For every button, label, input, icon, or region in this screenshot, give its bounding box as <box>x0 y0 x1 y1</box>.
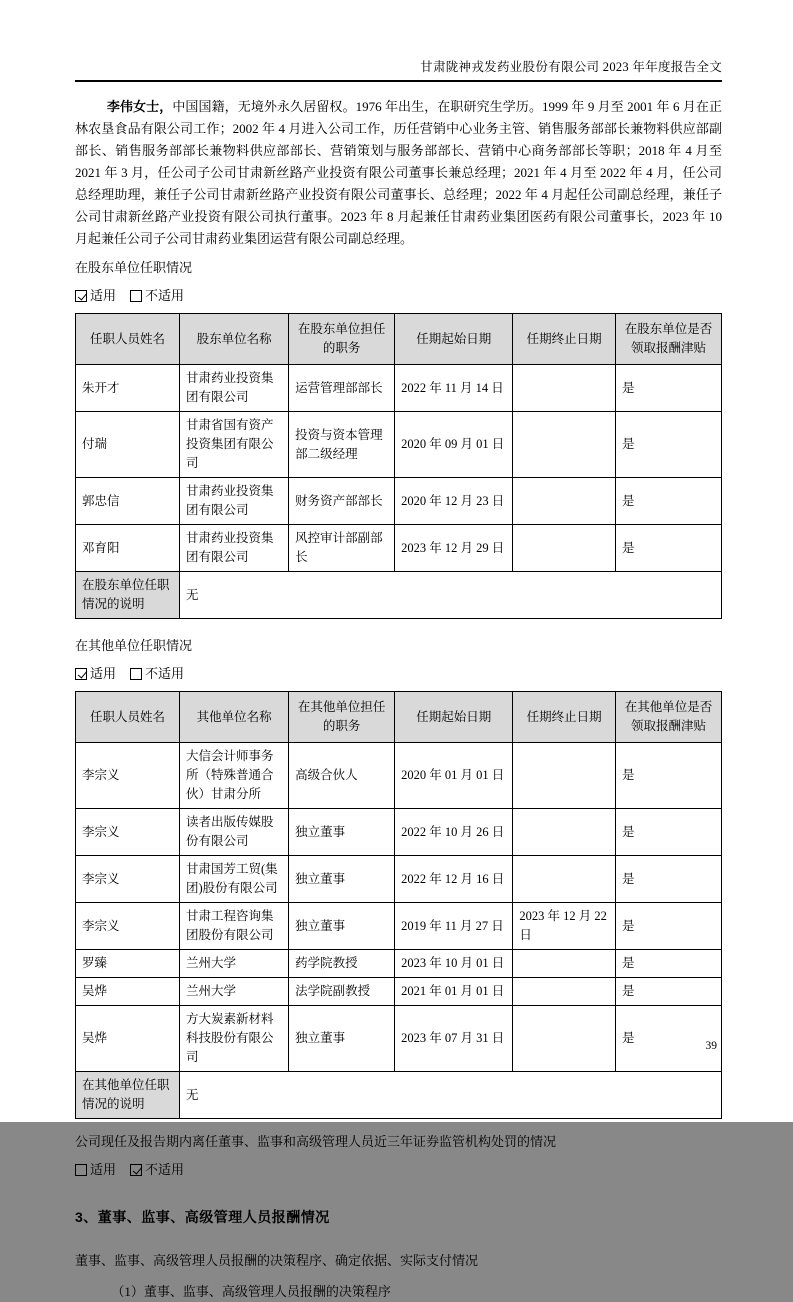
table-cell: 方大炭素新材料科技股份有限公司 <box>180 1006 289 1072</box>
footer-note-label: 在股东单位任职情况的说明 <box>76 572 180 619</box>
checkbox-checked-icon <box>75 290 87 302</box>
table-cell <box>513 809 616 856</box>
table-cell: 法学院副教授 <box>289 978 395 1006</box>
table-cell: 2021 年 01 月 01 日 <box>395 978 513 1006</box>
table-cell: 兰州大学 <box>180 978 289 1006</box>
table-cell: 2019 年 11 月 27 日 <box>395 903 513 950</box>
table-cell: 李宗义 <box>76 903 180 950</box>
table-cell: 独立董事 <box>289 856 395 903</box>
table-cell: 是 <box>616 365 722 412</box>
checkbox-unchecked-icon <box>130 668 142 680</box>
table-cell: 独立董事 <box>289 809 395 856</box>
table-cell: 投资与资本管理部二级经理 <box>289 412 395 478</box>
penalty-applicability-row <box>75 1160 722 1180</box>
table-cell: 2022 年 10 月 26 日 <box>395 809 513 856</box>
apply-label: 适用 <box>90 1162 117 1177</box>
column-header: 在股东单位担任的职务 <box>289 314 395 365</box>
table-cell: 李宗义 <box>76 743 180 809</box>
table-cell: 甘肃药业投资集团有限公司 <box>180 478 289 525</box>
not-apply-label: 不适用 <box>145 1162 185 1177</box>
table-cell: 是 <box>616 743 722 809</box>
table-row <box>76 978 722 1006</box>
table-cell: 甘肃国芳工贸(集团)股份有限公司 <box>180 856 289 903</box>
table-header-row <box>76 692 722 743</box>
table-cell: 兰州大学 <box>180 950 289 978</box>
table-cell: 是 <box>616 903 722 950</box>
table-cell: 是 <box>616 412 722 478</box>
column-header: 任职人员姓名 <box>76 314 180 365</box>
table-cell: 是 <box>616 950 722 978</box>
table-cell: 风控审计部副部长 <box>289 525 395 572</box>
shareholder-applicability-row <box>75 286 722 306</box>
apply-label: 适用 <box>90 288 117 303</box>
table-row <box>76 365 722 412</box>
table-cell <box>513 525 616 572</box>
table-row <box>76 903 722 950</box>
table-cell: 是 <box>616 809 722 856</box>
table-cell: 财务资产部部长 <box>289 478 395 525</box>
table-cell: 李宗义 <box>76 809 180 856</box>
table-cell: 付瑞 <box>76 412 180 478</box>
table-cell: 高级合伙人 <box>289 743 395 809</box>
column-header: 在其他单位是否领取报酬津贴 <box>616 692 722 743</box>
column-header: 任期起始日期 <box>395 314 513 365</box>
table-cell: 读者出版传媒股份有限公司 <box>180 809 289 856</box>
page-number: 39 <box>705 1040 717 1052</box>
table-cell: 独立董事 <box>289 903 395 950</box>
footer-note-label: 在其他单位任职情况的说明 <box>76 1072 180 1119</box>
not-apply-label: 不适用 <box>145 666 185 681</box>
checkbox-checked-icon <box>75 668 87 680</box>
table-cell: 郭忠信 <box>76 478 180 525</box>
table-cell: 2023 年 12 月 29 日 <box>395 525 513 572</box>
table-cell: 是 <box>616 856 722 903</box>
person-name: 李伟女士， <box>106 99 173 114</box>
table-footer-row <box>76 572 722 619</box>
column-header: 任期终止日期 <box>513 692 616 743</box>
table-cell: 2020 年 01 月 01 日 <box>395 743 513 809</box>
table-cell: 是 <box>616 978 722 1006</box>
table-cell <box>513 412 616 478</box>
table-cell: 罗臻 <box>76 950 180 978</box>
table-row <box>76 412 722 478</box>
table-row <box>76 525 722 572</box>
table-cell: 甘肃药业投资集团有限公司 <box>180 525 289 572</box>
shareholder-positions-table <box>75 313 722 619</box>
bio-text: 中国国籍，无境外永久居留权。1976 年出生，在职研究生学历。1999 年 9 月至 2001 年 6 月在正林农垦食品有限公司工作；2002 年 4 月进入公司工作，历任营销中心业务主管、销售服务部部长兼物料供应部副部长、销售服务部部长兼物料供应部部长、营销策划与服务部部长、营销中心商务部部长等职；2018 年 4 月至 2021 年 3 月，任公司子公司甘肃新丝路产业投资有限公司董事长兼总经理；2021 年 4 月至 2022 年 4 月，任公司总经理助理，兼任子公司甘肃新丝路产业投资有限公司董事长、总经理；2022 年 4 月起任公司副总经理，兼任子公司甘肃新丝路产业投资有限公司执行董事。2023 年 8 月起兼任甘肃药业集团医药有限公司董事长，2023 年 10 月起兼任公司子公司甘肃药业集团运营有限公司副总经理。 <box>75 99 722 246</box>
column-header: 股东单位名称 <box>180 314 289 365</box>
table-row <box>76 809 722 856</box>
table-cell: 2023 年 07 月 31 日 <box>395 1006 513 1072</box>
penalty-statement: 公司现任及报告期内离任董事、监事和高级管理人员近三年证券监管机构处罚的情况 <box>75 1134 557 1149</box>
remuneration-subline: （1）董事、监事、高级管理人员报酬的决策程序 <box>111 1284 391 1299</box>
section-heading-remuneration: 3、董事、监事、高级管理人员报酬情况 <box>75 1209 330 1225</box>
table-cell: 2020 年 09 月 01 日 <box>395 412 513 478</box>
table-cell <box>513 1006 616 1072</box>
table-cell: 甘肃省国有资产投资集团有限公司 <box>180 412 289 478</box>
table-cell: 独立董事 <box>289 1006 395 1072</box>
footer-note-value: 无 <box>180 1072 722 1119</box>
table-row <box>76 743 722 809</box>
table-cell: 甘肃工程咨询集团股份有限公司 <box>180 903 289 950</box>
table-cell: 甘肃药业投资集团有限公司 <box>180 365 289 412</box>
table-row <box>76 1006 722 1072</box>
table-cell: 药学院教授 <box>289 950 395 978</box>
table-cell: 2022 年 11 月 14 日 <box>395 365 513 412</box>
table-cell: 朱开才 <box>76 365 180 412</box>
table-cell: 邓育阳 <box>76 525 180 572</box>
checkbox-unchecked-icon <box>75 1164 87 1176</box>
table-row <box>76 950 722 978</box>
column-header: 在其他单位担任的职务 <box>289 692 395 743</box>
checkbox-unchecked-icon <box>130 290 142 302</box>
bio-paragraph <box>75 96 722 250</box>
table-cell <box>513 365 616 412</box>
table-cell: 运营管理部部长 <box>289 365 395 412</box>
table-cell <box>513 978 616 1006</box>
table-cell <box>513 856 616 903</box>
table-cell: 吴烨 <box>76 1006 180 1072</box>
other-units-applicability-row <box>75 664 722 684</box>
other-units-positions-table <box>75 691 722 1119</box>
table-row <box>76 856 722 903</box>
column-header: 在股东单位是否领取报酬津贴 <box>616 314 722 365</box>
table-cell: 吴烨 <box>76 978 180 1006</box>
column-header: 任职人员姓名 <box>76 692 180 743</box>
column-header: 其他单位名称 <box>180 692 289 743</box>
table-cell: 是 <box>616 1006 722 1072</box>
table-header-row <box>76 314 722 365</box>
table-cell: 大信会计师事务所（特殊普通合伙）甘肃分所 <box>180 743 289 809</box>
column-header: 任期终止日期 <box>513 314 616 365</box>
table-cell: 2023 年 10 月 01 日 <box>395 950 513 978</box>
table-cell: 是 <box>616 525 722 572</box>
table-cell <box>513 950 616 978</box>
table-cell <box>513 478 616 525</box>
table-cell: 李宗义 <box>76 856 180 903</box>
table-cell: 2022 年 12 月 16 日 <box>395 856 513 903</box>
table-cell: 2020 年 12 月 23 日 <box>395 478 513 525</box>
checkbox-checked-icon <box>130 1164 142 1176</box>
table-row <box>76 478 722 525</box>
table-cell: 是 <box>616 478 722 525</box>
remuneration-line: 董事、监事、高级管理人员报酬的决策程序、确定依据、实际支付情况 <box>75 1253 479 1268</box>
table-footer-row <box>76 1072 722 1119</box>
table-cell: 2023 年 12 月 22 日 <box>513 903 616 950</box>
section-title-other-units: 在其他单位任职情况 <box>75 638 193 653</box>
apply-label: 适用 <box>90 666 117 681</box>
section-title-shareholder: 在股东单位任职情况 <box>75 260 193 275</box>
table-cell <box>513 743 616 809</box>
footer-note-value: 无 <box>180 572 722 619</box>
header-divider <box>75 80 722 82</box>
not-apply-label: 不适用 <box>145 288 185 303</box>
column-header: 任期起始日期 <box>395 692 513 743</box>
page-header-title: 甘肃陇神戎发药业股份有限公司 2023 年年度报告全文 <box>420 60 722 74</box>
